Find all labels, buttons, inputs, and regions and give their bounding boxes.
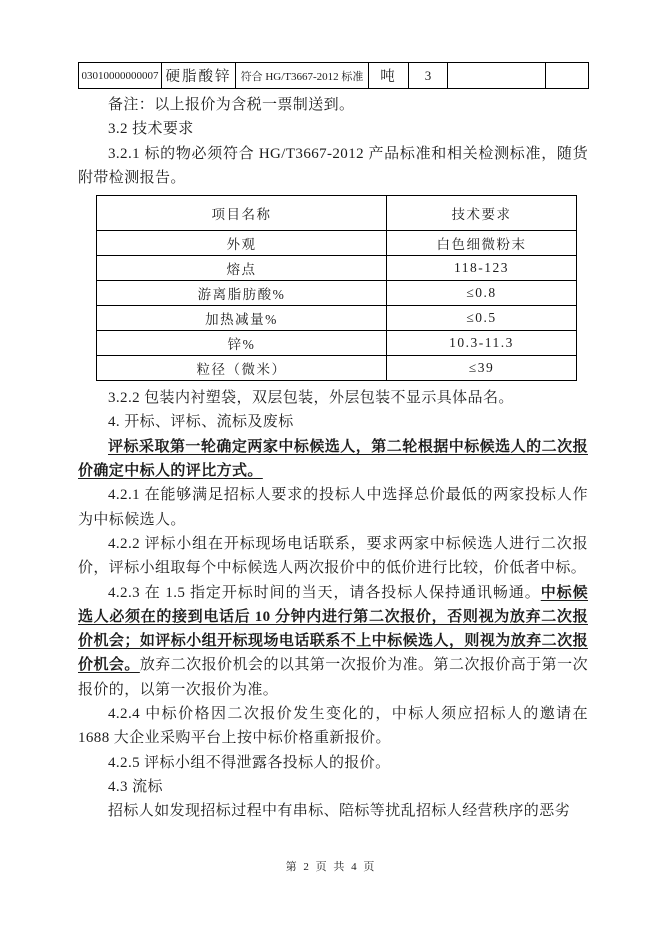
heading-4-3: 4.3 流标	[108, 778, 163, 795]
cell-empty-1	[448, 63, 546, 89]
table-row	[97, 256, 577, 281]
spec-header-item: 项目名称	[97, 196, 387, 231]
heading-3-2: 3.2 技术要求	[108, 121, 194, 138]
para-4-2-4: 4.2.4 中标价格因二次报价发生变化的，中标人须应招标人的邀请在 1688 大企业采购平台上按中标价格重新报价。	[78, 706, 588, 747]
heading-4: 4. 开标、评标、流标及废标	[108, 414, 294, 431]
spec-value: 10.3-11.3	[387, 331, 577, 356]
cell-item-name: 硬脂酸锌	[162, 63, 236, 89]
spec-value: ≤39	[387, 356, 577, 381]
para-4-2-5: 4.2.5 评标小组不得泄露各投标人的报价。	[108, 754, 391, 771]
cell-item-unit: 吨	[369, 63, 409, 89]
para-3-2-1: 3.2.1 标的物必须符合 HG/T3667-2012 产品标准和相关检测标准，随货附带检测报告。	[78, 145, 588, 186]
spec-value: 白色细微粉末	[387, 231, 577, 256]
remark-line: 备注：以上报价为含税一票制送到。	[108, 97, 355, 113]
cell-item-standard: 符合 HG/T3667-2012 标准	[236, 63, 369, 89]
item-continuation-table	[78, 62, 589, 89]
spec-value: ≤0.8	[387, 281, 577, 306]
spec-item: 粒径（微米）	[97, 356, 387, 381]
para-4-2-1: 4.2.1 在能够满足招标人要求的投标人中选择总价最低的两家投标人作为中标候选人。	[78, 487, 588, 528]
table-header-row	[97, 196, 577, 231]
spec-item: 熔点	[97, 256, 387, 281]
cell-item-quantity: 3	[409, 63, 448, 89]
table-row	[97, 331, 577, 356]
spec-item: 外观	[97, 231, 387, 256]
cell-item-code: 03010000000007	[79, 63, 162, 89]
spec-header-requirement: 技术要求	[387, 196, 577, 231]
spec-value: 118-123	[387, 256, 577, 281]
table-row	[97, 306, 577, 331]
spec-item: 锌%	[97, 331, 387, 356]
para-eval-rule: 评标采取第一轮确定两家中标候选人，第二轮根据中标候选人的二次报价确定中标人的评比方式。	[78, 438, 588, 480]
para-4-3-body: 招标人如发现招标过程中有串标、陪标等扰乱招标人经营秩序的恶劣	[108, 803, 571, 820]
cell-empty-2	[546, 63, 589, 89]
spec-value: ≤0.5	[387, 306, 577, 331]
para-4-2-2: 4.2.2 评标小组在开标现场电话联系，要求两家中标候选人进行二次报价，评标小组取每个中标候选人两次报价中的低价进行比较，价低者中标。	[78, 535, 588, 577]
spec-item: 加热减量%	[97, 306, 387, 331]
para-3-2-2: 3.2.2 包装内衬塑袋，双层包装，外层包装不显示具体品名。	[108, 390, 514, 407]
table-row	[79, 63, 589, 89]
table-row	[97, 281, 577, 306]
page-number-footer: 第 2 页 共 4 页	[285, 861, 377, 873]
spec-item: 游离脂肪酸%	[97, 281, 387, 306]
table-row	[97, 356, 577, 381]
para-4-2-3: 4.2.3 在 1.5 指定开标时间的当天，请各投标人保持通讯畅通。中标候选人必须在的接到电话后 10 分钟内进行第二次报价，否则视为放弃二次报价机会；如评标小组开标现场电话联系不上中标候选人，则视为放弃二次报价机会。放弃二次报价机会的以其第一次报价为准。第二次报价高于第一次报价的，以第一次报价为准。	[78, 584, 589, 698]
technical-spec-table	[96, 195, 577, 381]
table-row	[97, 231, 577, 256]
